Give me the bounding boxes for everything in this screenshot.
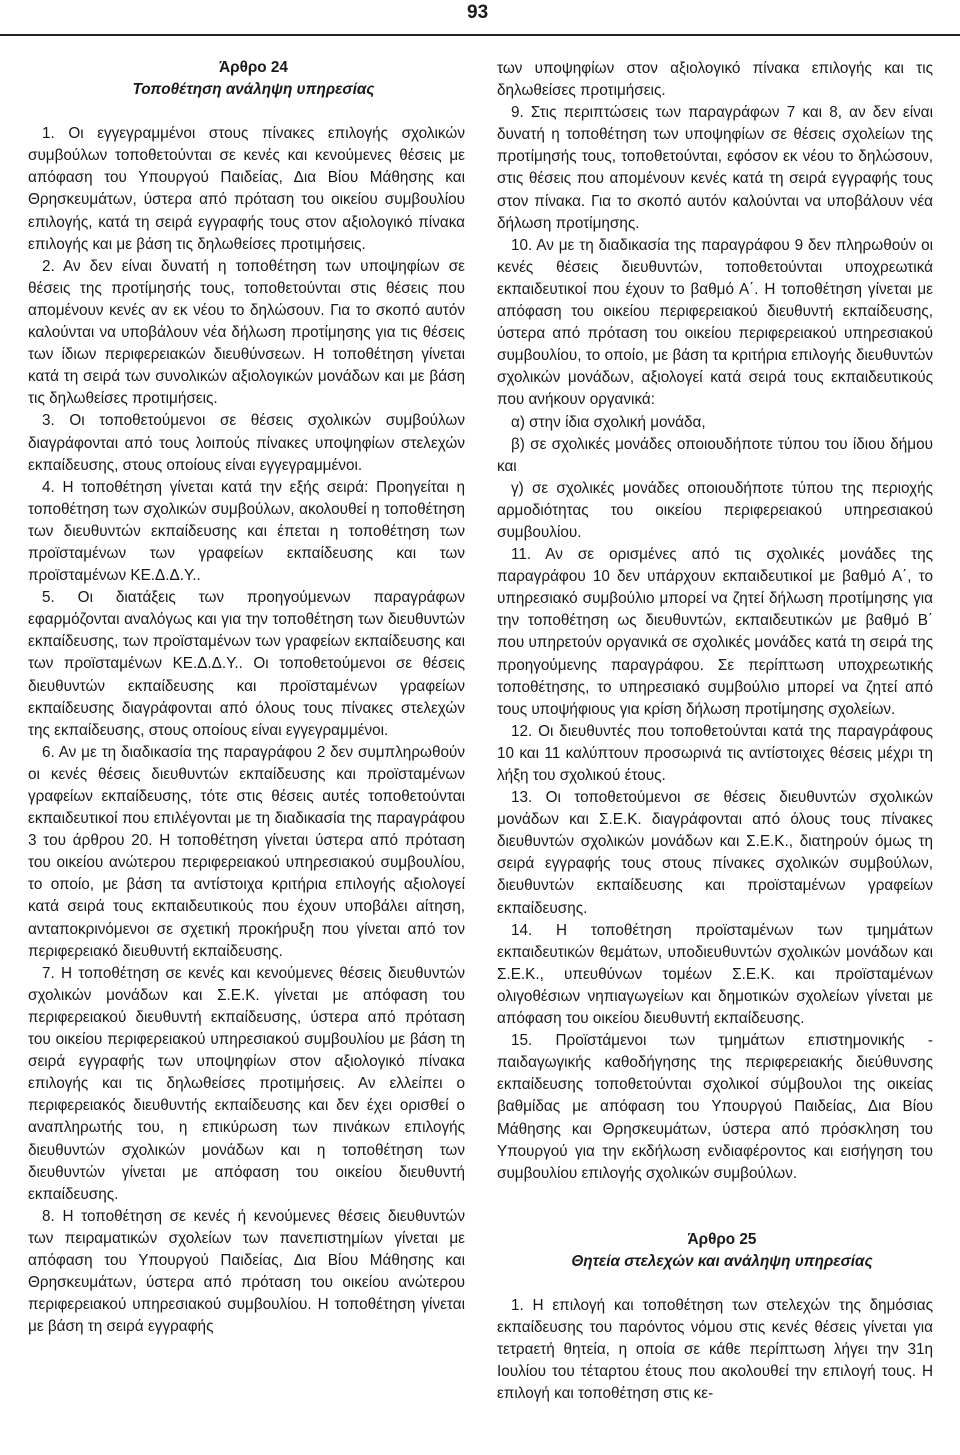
paragraph: γ) σε σχολικές μονάδες οποιουδήποτε τύπου της περιοχής αρμοδιότητας του οικείου περιφερειακού υπηρεσιακού συμβουλίου. <box>497 479 933 541</box>
paragraph: των υποψηφίων στον αξιολογικό πίνακα επιλογής και τις δηλωθείσες προτιμήσεις. <box>497 60 933 100</box>
paragraph: 4. Η τοποθέτηση γίνεται κατά την εξής σειρά: Προηγείται η τοποθέτηση των σχολικών συμβούλων, ακολουθεί η τοποθέτηση των διευθυντών εκπαίδευσης και έπεται η τοποθέτηση των προϊσταμένων των γραφείων εκπαίδευσης και των προϊσταμένων ΚΕ.Δ.Δ.Υ.. <box>28 478 465 585</box>
paragraph: α) στην ίδια σχολική μονάδα, <box>511 413 706 431</box>
article-25-title: Άρθρο 25 <box>687 1230 757 1248</box>
paragraph: 6. Αν με τη διαδικασία της παραγράφου 2 δεν συμπληρωθούν οι κενές θέσεις διευθυντών εκπαίδευσης και προϊσταμένων γραφείων εκπαίδευσης, τότε στις θέσεις αυτές τοποθετούνται εκπαιδευτικοί που επιλέγονται με τη διαδικασία της παραγράφου 3 του άρθρου 20. Η τοποθέτηση γίνεται ύστερα από πρόταση του οικείου ανώτερου περιφερειακού υπηρεσιακού συμβουλίου, το οποίο, με βάση τα αντίστοιχα κριτήρια επιλογής αξιολογεί κατά σειρά τους εκπαιδευτικούς που έχουν υποβάλει αίτηση, ανταποκρινόμενοι σε σχετική προκήρυξη που γίνεται από τον περιφερειακό διευθυντή εκπαίδευσης. <box>28 743 465 960</box>
paragraph: 13. Οι τοποθετούμενοι σε θέσεις διευθυντών σχολικών μονάδων και Σ.Ε.Κ. διαγράφονται από όλους τους πίνακες διευθυντών σχολικών μονάδων και Σ.Ε.Κ., διατηρούν όμως τη σειρά εγγραφής τους στους πίνακες σχολικών συμβούλων, διευθυντών εκπαίδευσης και προϊσταμένων γραφείων εκπαίδευσης. <box>497 789 933 917</box>
article-24-subtitle: Τοποθέτηση ανάληψη υπηρεσίας <box>132 81 375 99</box>
paragraph: 1. Οι εγγεγραμμένοι στους πίνακες επιλογής σχολικών συμβούλων τοποθετούνται σε κενές και κενούμενες θέσεις με απόφαση του Υπουργού Παιδείας, Δια Βίου Μάθησης και Θρησκευμάτων, ύστερα από πρόταση του οικείου συμβουλίου επιλογής, κατά τη σειρά εγγραφής τους στον αξιολογικό πίνακα επιλογής και με βάση τις δηλωθείσες προτιμήσεις. <box>28 125 465 253</box>
paragraph: 8. Η τοποθέτηση σε κενές ή κενούμενες θέσεις διευθυντών των πειραματικών σχολείων των πανεπιστημίων γίνεται με απόφαση του Υπουργού Παιδείας, Δια Βίου Μάθησης και Θρησκευμάτων, ύστερα από πρόταση του οικείου ανώτερου περιφερειακού υπηρεσιακού συμβουλίου. Η τοποθέτηση γίνεται με βάση τη σειρά εγγραφής <box>28 1207 465 1336</box>
paragraph: 7. Η τοποθέτηση σε κενές και κενούμενες θέσεις διευθυντών σχολικών μονάδων και Σ.Ε.Κ. γίνεται με απόφαση του περιφερειακού διευθυντή εκπαίδευσης, ύστερα από πρόταση του οικείου περιφερειακού υπηρεσιακού συμβουλίου με βάση τη σειρά εγγραφής των υποψηφίων στον αξιολογικό πίνακα επιλογής και τις δηλωθείσες προτιμήσεις. Αν ελλείπει ο περιφερειακός διευθυντής εκπαίδευσης και δεν έχει ορισθεί ο αναπληρωτής του, η επικύρωση των πινάκων επιλογής διευθυντών σχολικών μονάδων και η τοποθέτηση των διευθυντών γίνεται με απόφαση του οικείου διευθυντή εκπαίδευσης. <box>28 964 465 1203</box>
paragraph: 2. Αν δεν είναι δυνατή η τοποθέτηση των υποψηφίων σε θέσεις της προτίμησής τους, τοποθετούνται στις θέσεις που απομένουν κενές αν εκ νέου το δηλώσουν. Για το σκοπό αυτόν καλούνται να υποβάλουν νέα δήλωση προτίμησης για τις θέσεις των ίδιων περιφερειακών διευθύνσεων. Η τοποθέτηση γίνεται κατά τη σειρά των συνολικών αξιολογικών μονάδων και με βάση τις δηλωθείσες προτιμήσεις. <box>28 257 465 408</box>
article-24-title: Άρθρο 24 <box>219 59 288 76</box>
paragraph: 11. Αν σε ορισμένες από τις σχολικές μονάδες της παραγράφου 10 δεν υπάρχουν εκπαιδευτικοί με βαθμό Α΄, το υπηρεσιακό συμβούλιο μπορεί να ζητεί δήλωση προτίμησης για την τοποθέτηση ως διευθυντών, εκπαιδευτικών με βαθμό Β΄ που υπηρετούν οργανικά σε σχολικές μονάδες κατά τη σειρά της προηγούμενης παραγράφου. Σε περίπτωση υποχρεωτικής τοποθέτησης, το υπηρεσιακό συμβούλιο μπορεί να ζητεί από τους υποψήφιους για κρίση δήλωση προτίμησης σχολείων. <box>497 546 933 718</box>
paragraph: 15. Προϊστάμενοι των τμημάτων επιστημονικής - παιδαγωγικής καθοδήγησης της περιφερειακής διεύθυνσης εκπαίδευσης τοποθετούνται σχολικοί σύμβουλοι της οικείας βαθμίδας με απόφαση του Υπουργού Παιδείας, Δια Βίου Μάθησης και Θρησκευμάτων, ύστερα από πρόσκληση του Υπουργού για την εκδήλωση ενδιαφέροντος και εισήγηση του συμβουλίου επιλογής σχολικών συμβούλων. <box>497 1032 933 1182</box>
paragraph: 12. Οι διευθυντές που τοποθετούνται κατά της παραγράφους 10 και 11 καλύπτουν προσωρινά τις αντίστοιχες θέσεις μέχρι τη λήξη του σχολικού έτους. <box>497 722 933 784</box>
article-25-subtitle: Θητεία στελεχών και ανάληψη υπηρεσίας <box>571 1252 873 1270</box>
page-number: 93 <box>467 2 489 23</box>
right-column <box>497 58 933 1405</box>
paragraph: β) σε σχολικές μονάδες οποιουδήποτε τύπου του ίδιου δήμου και <box>497 435 933 475</box>
paragraph: 1. Η επιλογή και τοποθέτηση των στελεχών της δημόσιας εκπαίδευσης του παρόντος νόμου στις κενές θέσεις γίνεται για τετραετή θητεία, η οποία σε κάθε περίπτωση λήγει την 31η Ιουλίου του τέταρτου έτους που ακολουθεί την επιλογή τους. Η επιλογή και τοποθέτηση στις κε- <box>497 1296 933 1403</box>
paragraph: 9. Στις περιπτώσεις των παραγράφων 7 και 8, αν δεν είναι δυνατή η τοποθέτηση των υποψηφίων σε θέσεις σχολείων της προτίμησής τους, τοποθετούνται, εφόσον εκ νέου το δηλώσουν, στις θέσεις που απομένουν κενές κατά τη σειρά εγγραφής τους στον πίνακα. Για το σκοπό αυτόν καλούνται να υποβάλουν νέα δήλωση προτίμησης. <box>497 104 933 232</box>
header-rule <box>0 34 960 36</box>
paragraph: 3. Οι τοποθετούμενοι σε θέσεις σχολικών συμβούλων διαγράφονται από τους λοιπούς πίνακες υποψηφίων στελεχών εκπαίδευσης, στους οποίους είναι εγγεγραμμένοι. <box>28 412 465 474</box>
paragraph: 10. Αν με τη διαδικασία της παραγράφου 9 δεν πληρωθούν οι κενές θέσεις διευθυντών, τοποθετούνται υποχρεωτικά εκπαιδευτικοί που έχουν το βαθμό Α΄. Η τοποθέτηση γίνεται με απόφαση του οικείου περιφερειακού διευθυντή εκπαίδευσης, ύστερα από πρόταση του οικείου περιφερειακού υπηρεσιακού συμβουλίου, το οποίο, με βάση τα κριτήρια επιλογής διευθυντών σχολικών μονάδων, αξιολογεί κατά σειρά τους εκπαιδευτικούς που ανήκουν οργανικά: <box>497 236 933 409</box>
paragraph: 5. Οι διατάξεις των προηγούμενων παραγράφων εφαρμόζονται αναλόγως και για την τοποθέτηση των διευθυντών εκπαίδευσης, των προϊσταμένων των γραφείων εκπαίδευσης και των προϊσταμένων ΚΕ.Δ.Δ.Υ.. Οι τοποθετούμενοι σε θέσεις διευθυντών εκπαίδευσης και προϊσταμένων γραφείων εκπαίδευσης διαγράφονται από όλους τους πίνακες στελεχών της εκπαίδευσης, στους οποίους είναι εγγεγραμμένοι. <box>28 589 465 739</box>
left-column <box>28 57 465 1338</box>
paragraph: 14. Η τοποθέτηση προϊσταμένων των τμημάτων εκπαιδευτικών θεμάτων, υποδιευθυντών σχολικών μονάδων και Σ.Ε.Κ., υπευθύνων τομέων Σ.Ε.Κ. και προϊσταμένων ολιγοθέσιων νηπιαγωγείων και δημοτικών σχολείων γίνεται με απόφαση του οικείου διευθυντή εκπαίδευσης. <box>497 921 933 1028</box>
